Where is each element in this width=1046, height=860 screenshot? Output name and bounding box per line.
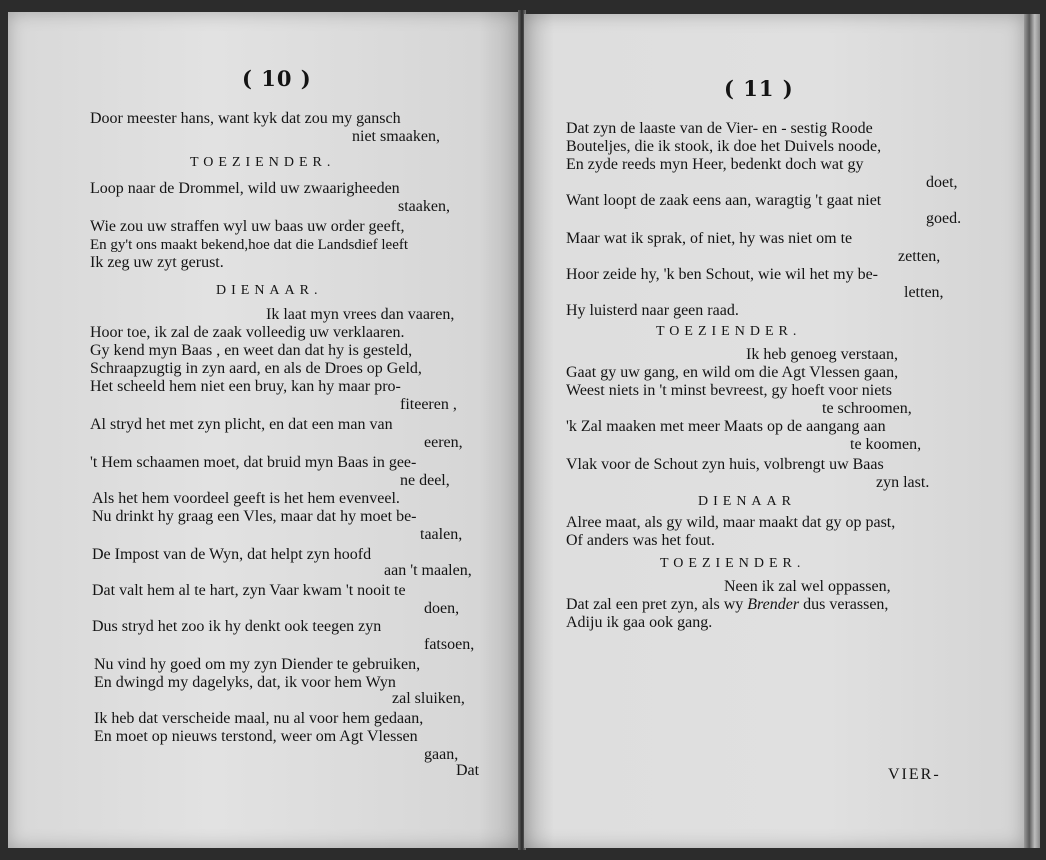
verse-text: dus verassen,	[799, 596, 889, 613]
speaker-heading: TOEZIENDER.	[190, 155, 336, 170]
verse-line: Dat zyn de laaste van de Vier- en - sestig Roode	[566, 120, 873, 137]
verse-line: Ik heb genoeg verstaan,	[746, 346, 898, 363]
verse-line: Hoor zeide hy, 'k ben Schout, wie wil het my be-	[566, 266, 878, 283]
verse-line: Hoor toe, ik zal de zaak volleedig uw verklaaren.	[90, 324, 405, 341]
verse-line: fiteeren ,	[400, 396, 457, 413]
verse-line: Wie zou uw straffen wyl uw baas uw order geeft,	[90, 218, 405, 235]
verse-line: 'k Zal maaken met meer Maats op de aangang aan	[566, 418, 886, 435]
verse-line: En moet op nieuws terstond, weer om Agt Vlessen	[94, 728, 418, 745]
verse-line: te koomen,	[850, 436, 922, 453]
verse-line: Alree maat, als gy wild, maar maakt dat gy op past,	[566, 514, 896, 531]
verse-line: Loop naar de Drommel, wild uw zwaarigheeden	[90, 180, 400, 197]
speaker-heading: TOEZIENDER.	[660, 556, 806, 571]
verse-line: letten,	[904, 284, 944, 301]
verse-line: Hy luisterd naar geen raad.	[566, 302, 739, 319]
verse-line: Door meester hans, want kyk dat zou my gansch	[90, 110, 401, 127]
verse-line: Al stryd het met zyn plicht, en dat een man van	[90, 416, 393, 433]
verse-line: Schraapzugtig in zyn aard, en als de Droes op Geld,	[90, 360, 422, 377]
verse-line: Gy kend myn Baas , en weet dan dat hy is gesteld,	[90, 342, 413, 359]
verse-line: taalen,	[420, 526, 463, 543]
verse-line: Neen ik zal wel oppassen,	[724, 578, 891, 595]
verse-line: Vlak voor de Schout zyn huis, volbrengt uw Baas	[566, 456, 884, 473]
verse-line: Bouteljes, die ik stook, ik doe het Duivels noode,	[566, 138, 882, 155]
verse-line: Nu drinkt hy graag een Vles, maar dat hy moet be-	[92, 508, 417, 525]
verse-line: zal sluiken,	[392, 690, 465, 707]
verse-line: Of anders was het fout.	[566, 532, 715, 549]
page-edges	[1024, 14, 1040, 848]
verse-line: doet,	[926, 174, 958, 191]
right-catchword: VIER-	[888, 766, 941, 783]
speaker-heading: DIENAAR.	[216, 283, 323, 298]
speaker-heading: DIENAAR	[698, 494, 796, 509]
verse-line: te schroomen,	[822, 400, 912, 417]
verse-line: 't Hem schaamen moet, dat bruid myn Baas in gee-	[90, 454, 417, 471]
verse-line: ne deel,	[400, 472, 450, 489]
verse-line: Maar wat ik sprak, of niet, hy was niet om te	[566, 230, 853, 247]
verse-text: Dat zal een pret zyn, als wy	[566, 596, 748, 613]
verse-line: En dwingd my dagelyks, dat, ik voor hem Wyn	[94, 674, 396, 691]
verse-line: Ik zeg uw zyt gerust.	[90, 254, 224, 271]
verse-line: En gy't ons maakt bekend,hoe dat die Landsdief leeft	[90, 237, 409, 253]
verse-line: gaan,	[424, 746, 459, 763]
right-page-number: ( 11 )	[724, 76, 794, 101]
verse-line: De Impost van de Wyn, dat helpt zyn hoofd	[92, 546, 372, 563]
verse-line: Ik heb dat verscheide maal, nu al voor hem gedaan,	[94, 710, 424, 727]
verse-line: Dat valt hem al te hart, zyn Vaar kwam 't nooit te	[92, 582, 406, 599]
verse-line: eeren,	[424, 434, 463, 451]
verse-line: aan 't maalen,	[384, 562, 472, 579]
name-brender: Brender	[747, 596, 800, 613]
verse-line: fatsoen,	[424, 636, 475, 653]
verse-line: En zyde reeds myn Heer, bedenkt doch wat gy	[566, 156, 864, 173]
verse-line: zyn last.	[876, 474, 930, 491]
verse-line: doen,	[424, 600, 460, 617]
speaker-heading: TOEZIENDER.	[656, 324, 802, 339]
verse-line: niet smaaken,	[352, 128, 440, 145]
left-page-number: ( 10 )	[242, 66, 312, 91]
verse-line: Het scheeld hem niet een bruy, kan hy maar pro-	[90, 378, 401, 395]
verse-line: Gaat gy uw gang, en wild om die Agt Vlessen gaan,	[566, 364, 899, 381]
verse-line: Dus stryd het zoo ik hy denkt ook teegen zyn	[92, 618, 382, 635]
verse-line: goed.	[926, 210, 962, 227]
verse-line: Weest niets in 't minst bevreest, gy hoeft voor niets	[566, 382, 892, 399]
verse-line: Want loopt de zaak eens aan, waragtig 't gaat niet	[566, 192, 882, 209]
verse-line: Ik laat myn vrees dan vaaren,	[266, 306, 455, 323]
left-catchword: Dat	[456, 762, 480, 779]
verse-line: Adiju ik gaa ook gang.	[566, 614, 713, 631]
verse-line: zetten,	[898, 248, 941, 265]
verse-line: Als het hem voordeel geeft is het hem evenveel.	[92, 490, 400, 507]
verse-line: staaken,	[398, 198, 450, 215]
verse-line: Nu vind hy goed om my zyn Diender te gebruiken,	[94, 656, 421, 673]
verse-line	[566, 596, 888, 614]
